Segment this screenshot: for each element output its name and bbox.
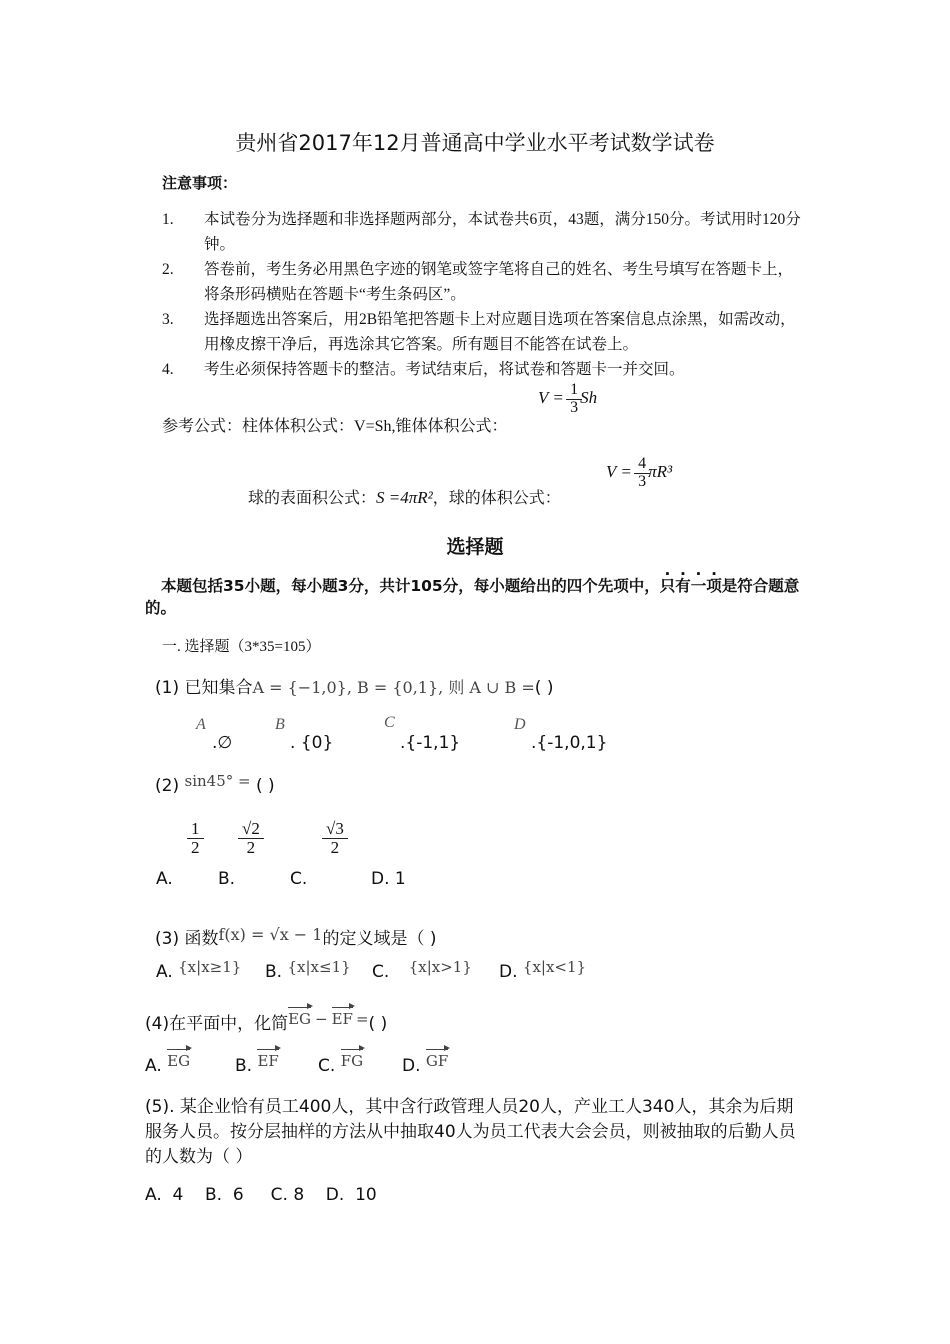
question-5-options: A. 4 B. 6 C. 8 D. 10: [145, 1185, 377, 1205]
question-4-paren: ( ): [368, 1014, 388, 1034]
notice-item: [0, 207, 950, 257]
option-letter: B.: [235, 1056, 253, 1076]
fraction-numerator: √2: [242, 819, 260, 838]
page-title: 贵州省2017年12月普通高中学业水平考试数学试卷: [235, 131, 715, 155]
sphere-volume-rhs: πR³: [648, 462, 673, 482]
option-4c: [318, 1052, 364, 1076]
option-3d: [499, 958, 587, 982]
option-vector: EF: [257, 1052, 279, 1070]
option-fraction-b: [240, 820, 262, 857]
option-vector: FG: [340, 1052, 364, 1070]
question-4: [145, 1009, 387, 1034]
section-title: 选择题: [446, 536, 504, 558]
emphasis-char: 项: [706, 577, 722, 595]
fraction-denominator: 2: [191, 837, 200, 857]
fraction-denominator: 3: [570, 398, 579, 416]
minus-sign: −: [315, 1010, 328, 1028]
notice-item-text: 选择题选出答案后，用2B铅笔把答题卡上对应题目选项在答案信息点涂黑，如需改动，用橡皮擦干净后，再选涂其它答案。所有题目不能答在试卷上。: [204, 311, 796, 353]
fraction-numerator: 4: [638, 455, 647, 472]
option-label: B.: [218, 869, 236, 889]
option-3b: [265, 958, 351, 982]
option-value: {x|x≤1}: [287, 958, 351, 976]
option-label: A.: [156, 869, 173, 889]
option-fraction-c: [324, 820, 346, 857]
notice-item-text: 本试卷分为选择题和非选择题两部分，本试卷共6页，43题，满分150分。考试用时120分钟。: [204, 211, 801, 253]
emphasis-char: 只: [659, 577, 676, 595]
emphasis-char: 一: [690, 577, 707, 595]
notice-item: [0, 307, 950, 357]
option-letter: B.: [265, 962, 283, 982]
option-label: D. 1: [371, 869, 406, 889]
notice-item-number: 1.: [162, 211, 174, 228]
option-letter: D.: [499, 962, 518, 982]
question-3-suffix: 的定义域是（ ): [322, 929, 437, 949]
option-vector: GF: [425, 1052, 449, 1070]
formula-line-2: [248, 485, 561, 508]
option-letter: D: [514, 716, 526, 733]
question-2-math: sin45° =: [184, 772, 251, 790]
notice-item-text: 考生必须保持答题卡的整洁。考试结束后，将试卷和答题卡一并交回。: [204, 361, 685, 378]
sphere-volume-formula: [606, 456, 672, 491]
option-value: {x|x<1}: [522, 958, 587, 976]
option-letter: B: [275, 716, 285, 733]
question-4-prefix: (4)在平面中，化简: [145, 1014, 289, 1034]
emphasis-char: 有: [675, 577, 691, 595]
section-instructions: [145, 575, 805, 619]
option-value: {x|x>1}: [408, 958, 472, 976]
instructions-text: 本题包括35小题，每小题3分，共计105分，每小题给出的四个先项中，: [161, 577, 660, 595]
option-value: .{-1,0,1}: [531, 733, 608, 753]
part-heading: 一. 选择题（3*35=105）: [162, 639, 321, 655]
sphere-volume-lhs: V =: [606, 462, 632, 482]
instructions-text-end: 是符合题意的。: [145, 577, 800, 617]
formula-line-1: [162, 413, 508, 436]
question-5: (5). 某企业恰有员工400人，其中含行政管理人员20人，产业工人340人，其余为后期服务人员。按分层抽样的方法从中抽取40人为员工代表大会会员，则被抽取的后勤人员的人数为（ ）: [145, 1097, 796, 1167]
formula-ref-label: 参考公式：柱体体积公式：: [162, 416, 355, 435]
question-3-prefix: (3) 函数: [155, 929, 219, 949]
option-fraction-a: [189, 820, 202, 857]
question-1-prefix: (1) 已知集合: [155, 678, 253, 698]
option-3a: [156, 958, 242, 982]
option-value: .∅: [212, 733, 233, 753]
option-value: {x|x≥1}: [178, 958, 242, 976]
notice-heading: 注意事项：: [162, 174, 238, 192]
notice-item: [0, 357, 950, 382]
question-3: [155, 924, 437, 949]
option-value: . {0}: [290, 733, 334, 753]
notice-item-number: 2.: [162, 261, 174, 278]
option-letter: A.: [145, 1056, 162, 1076]
option-letter: C.: [372, 962, 390, 982]
question-1-paren: ( ): [534, 678, 554, 698]
sphere-volume-label: 球的体积公式：: [448, 488, 561, 507]
option-4d: [402, 1052, 449, 1076]
fraction-numerator: 1: [570, 381, 579, 398]
option-4b: [235, 1052, 279, 1076]
fraction-denominator: 3: [638, 472, 647, 490]
sphere-area-label: 球的表面积公式：: [248, 488, 377, 507]
notice-item-number: 4.: [162, 361, 174, 378]
fraction-numerator: √3: [326, 819, 344, 838]
formula-prism: V=Sh,: [354, 418, 396, 435]
vector-ef: EF: [331, 1010, 353, 1028]
option-letter: A: [196, 716, 206, 733]
fraction-denominator: 2: [246, 837, 256, 857]
question-1: [155, 673, 553, 698]
option-letter: C: [384, 714, 395, 731]
option-4a: [145, 1052, 191, 1076]
equals-sign: =: [355, 1010, 369, 1028]
option-3c: [372, 958, 472, 982]
fraction: [636, 456, 648, 491]
option-letter: D.: [402, 1056, 421, 1076]
question-1-math: A = {−1,0}, B = {0,1}, 则 A ∪ B =: [252, 678, 535, 697]
option-value: .{-1,1}: [400, 733, 461, 753]
fraction-numerator: 1: [191, 819, 200, 838]
question-2-prefix: (2): [155, 776, 180, 796]
question-2-paren: ( ): [256, 776, 275, 796]
notice-item-number: 3.: [162, 311, 174, 328]
notice-item: [0, 257, 950, 307]
option-letter: C.: [318, 1056, 336, 1076]
option-label: C.: [290, 869, 308, 889]
option-vector: EG: [167, 1052, 191, 1070]
formula-pyramid-label: 锥体体积公式：: [395, 416, 508, 435]
question-3-math: f(x) = √x − 1: [218, 925, 323, 944]
vector-eg: EG: [288, 1010, 312, 1028]
fraction: [568, 382, 580, 417]
formula-pyramid-lhs: V =: [538, 388, 564, 408]
fraction-denominator: 2: [330, 837, 340, 857]
formula-pyramid: [538, 382, 597, 417]
sphere-area-formula: S =4πR²: [376, 488, 433, 507]
option-letter: A.: [156, 962, 173, 982]
notice-item-text: 答卷前，考生务必用黑色字迹的钢笔或签字笔将自己的姓名、考生号填写在答题卡上，将条形码横贴在答题卡“考生条码区”。: [204, 261, 794, 303]
comma: ，: [432, 488, 449, 507]
question-2: [155, 772, 275, 796]
formula-pyramid-rhs: Sh: [580, 388, 598, 408]
